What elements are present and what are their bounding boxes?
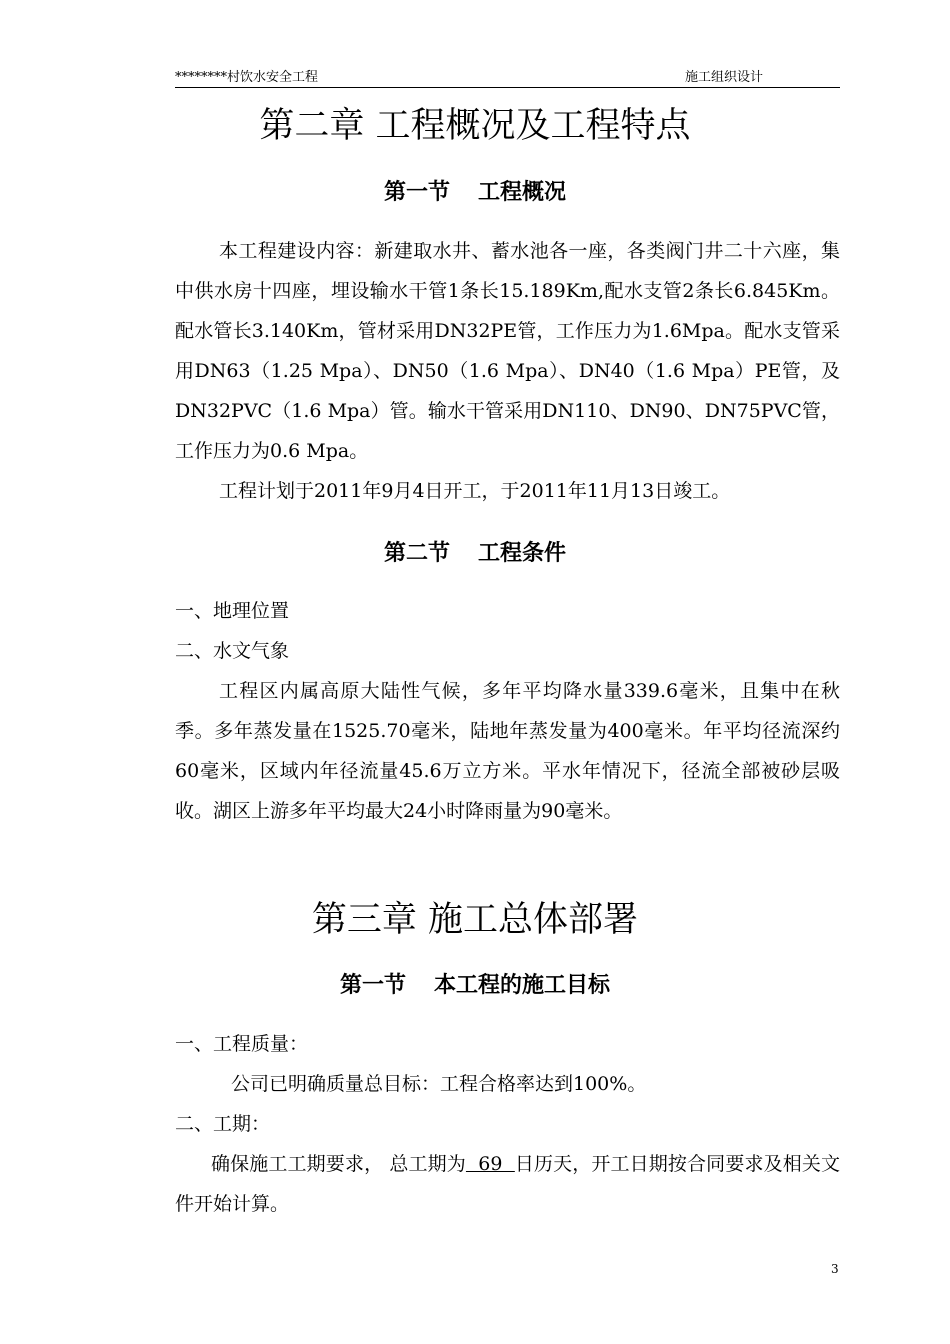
section-name: 工程条件 <box>478 541 567 566</box>
schedule-suffix: 日历天，开工日期按合同要求及相关文件开始计算。 <box>175 1153 840 1215</box>
section-number: 第二节 <box>383 541 450 566</box>
section-name: 工程概况 <box>478 180 567 205</box>
project-overview-paragraph: 本工程建设内容：新建取水井、蓄水池各一座，各类阀门井二十六座，集中供水房十四座，埋设输水干管1条长15.189Km,配水支管2条长6.845Km。配水管长3.140Km，管材采用DN32PE管，工作压力为1.6Mpa。配水支管采用DN63（1.25 Mpa）、DN50（1.6 Mpa）、DN40（1.6 Mpa）PE管，及DN32PVC（1.6 Mpa）管。输水干管采用DN110、DN90、DN75PVC管，工作压力为0.6 Mpa。 <box>175 240 840 462</box>
total-days-value: 69 <box>465 1153 515 1175</box>
chapter-3-section-1-title <box>0 968 950 999</box>
page-number: 3 <box>831 1262 839 1276</box>
schedule-requirement-paragraph <box>175 1144 840 1224</box>
section-number: 第一节 <box>339 973 406 998</box>
section-number: 第一节 <box>383 180 450 205</box>
quality-target-text: 公司已明确质量总目标：工程合格率达到100%。 <box>231 1073 647 1095</box>
chapter-2-section-2-title <box>0 536 950 567</box>
header-doc-type: 施工组织设计 <box>685 70 764 85</box>
list-item-schedule: 二、工期： <box>175 1113 271 1135</box>
chapter-3-title: 第三章 施工总体部署 <box>311 900 639 940</box>
header-project-name: ********村饮水安全工程 <box>175 70 319 85</box>
schedule-paragraph: 工程计划于2011年9月4日开工，于2011年11月13日竣工。 <box>219 480 731 502</box>
chapter-2-section-1-title <box>0 175 950 206</box>
list-item-geography: 一、地理位置 <box>175 600 290 622</box>
chapter-2-title: 第二章 工程概况及工程特点 <box>259 106 691 146</box>
section-name: 本工程的施工目标 <box>434 973 611 998</box>
list-item-hydrology: 二、水文气象 <box>175 640 290 662</box>
list-item-quality: 一、工程质量： <box>175 1033 309 1055</box>
page-header <box>175 66 840 88</box>
hydrology-paragraph: 工程区内属高原大陆性气候，多年平均降水量339.6毫米，且集中在秋季。多年蒸发量在1525.70毫米，陆地年蒸发量为400毫米。年平均径流深约60毫米，区域内年径流量45.6万立方米。平水年情况下，径流全部被砂层吸收。湖区上游多年平均最大24小时降雨量为90毫米。 <box>175 680 840 822</box>
schedule-prefix: 确保施工工期要求， 总工期为 <box>211 1153 466 1175</box>
